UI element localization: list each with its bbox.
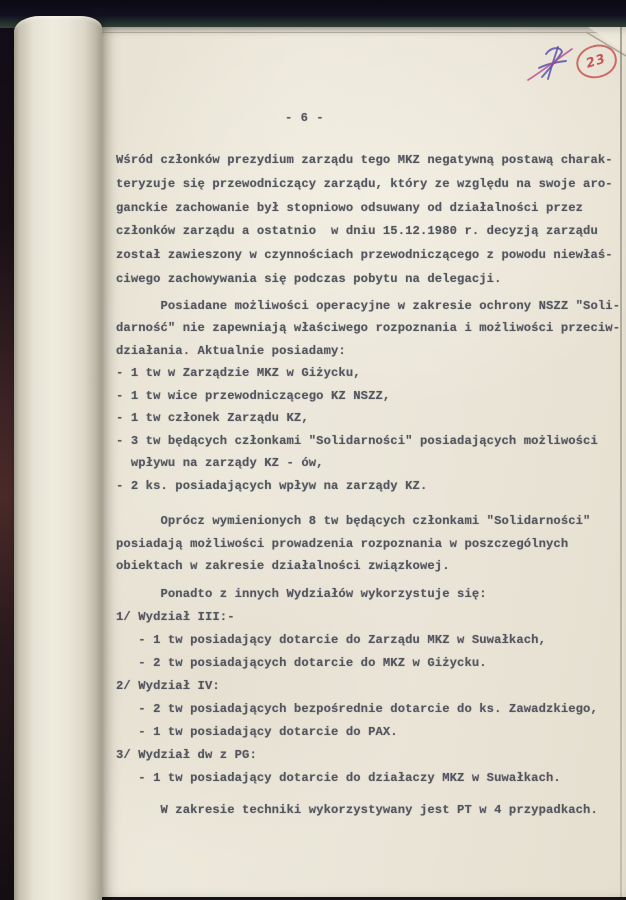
text-line: teryzuje się przewodniczący zarządu, który ze względu na swoje aro- [116,176,613,191]
paragraph [116,510,620,578]
page-number-header: - 6 - [285,111,325,125]
stamp-number: 23 [584,51,609,72]
text-line: Wśród członków prezydium zarządu tego MKZ negatywną postawą charak- [116,153,613,167]
handwritten-annotation-icon [525,41,575,87]
text-line: - 3 tw będących członkami "Solidarności" posiadających możliwości [116,433,598,448]
text-line: Posiadane możliwości operacyjne w zakresie ochrony NSZZ "Soli- [116,298,621,313]
text-line: posiadają możliwości prowadzenia rozpoznania w poszczególnych [116,536,569,551]
text-line: ciwego zachowywania się podczas pobytu na delegacji. [116,271,502,286]
text-line: 3/ Wydział dw z PG: [116,747,257,762]
paragraph [116,799,620,822]
text-line: - 1 tw wice przewodniczącego KZ NSZZ, [116,388,391,403]
typewritten-text [116,149,620,822]
document-page [102,27,626,897]
paragraph [116,149,620,292]
text-line: - 2 ks. posiadających wpływ na zarządy KZ. [116,478,428,493]
text-line: W zakresie techniki wykorzystywany jest PT w 4 przypadkach. [116,802,598,817]
curled-previous-page [14,16,102,900]
text-line: - 1 tw posiadający dotarcie do działaczy MKZ w Suwałkach. [116,770,561,785]
text-line: został zawieszony w czynnościach przewodniczącego z powodu niewłaś- [116,248,613,263]
text-line: darność" nie zapewniają właściwego rozpoznania i możliwości przeciw- [116,321,621,336]
text-line: członków zarządu a ostatnio w dniu 15.12.1980 r. decyzją zarządu [116,224,598,239]
text-line: - 1 tw członek Zarządu KZ, [116,411,309,426]
text-line: 1/ Wydział III:- [116,609,235,624]
paragraph [116,295,620,498]
text-line: 2/ Wydział IV: [116,678,220,693]
paragraph [116,583,620,790]
text-line: ganckie zachowanie był stopniowo odsuwany od działalności przez [116,200,584,215]
text-line: działania. Aktualnie posiadamy: [116,343,346,358]
text-line: wpływu na zarządy KZ - ów, [116,456,324,471]
text-line: - 2 tw posiadających dotarcie do MKZ w Giżycku. [116,655,487,670]
text-line: obiektach w zakresie działalności związkowej. [116,559,450,574]
text-line: - 2 tw posiadających bezpośrednie dotarcie do ks. Zawadzkiego, [116,701,598,716]
text-line: Ponadto z innych Wydziałów wykorzystuje się: [116,586,487,601]
text-line: - 1 tw w Zarządzie MKZ w Giżycku, [116,366,361,381]
text-line: - 1 tw posiadający dotarcie do PAX. [116,724,398,739]
text-line: - 1 tw posiadający dotarcie do Zarządu MKZ w Suwałkach, [116,632,546,647]
text-line: Oprócz wymienionych 8 tw będących członkami "Solidarności" [116,514,591,529]
